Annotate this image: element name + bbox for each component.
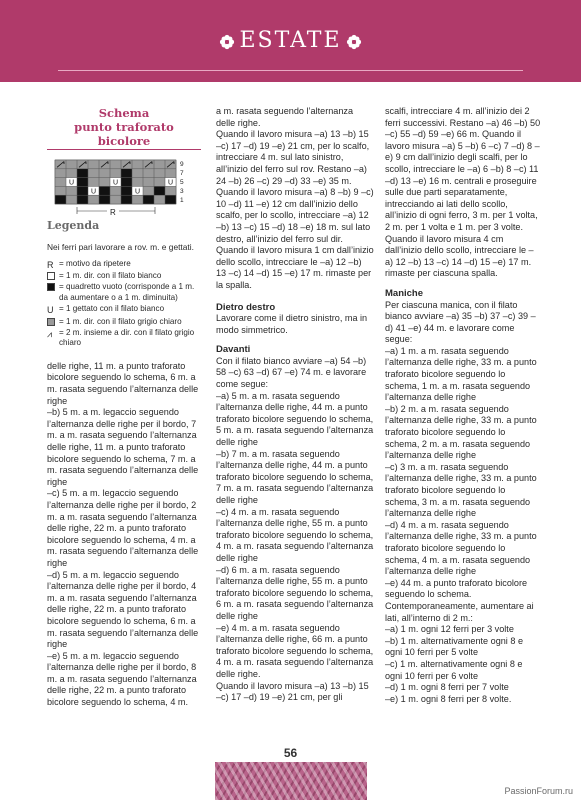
chart-cell: [154, 195, 165, 204]
paragraph: Con il filato bianco avviare –a) 54 –b) 58 –c) 63 –d) 67 –e) 74 m. e lavorare come segue: –a) 5 m. a m. rasata seguendo l’alternanza delle righe, 44 m. a punto traforato bicolore seguendo lo schema, 5 m. a m. rasata seguendo l’alternanza delle righe –b) 7 m. a m. rasata seguendo l’alternanza delle righe, 44 m. a punto traforato bicolore seguendo lo schema, 7 m. a m. rasata seguendo l’alternanza delle righe –c) 4 m. a m. rasata seguendo l’alternanza delle righe, 55 m. a punto traforato bicolore seguendo lo schema, 4 m. a m. rasata seguendo l’alternanza delle righe –d) 6 m. a m. rasata seguendo l’alternanza delle righe, 55 m. a punto traforato bicolore seguendo lo schema, 6 m. a m. rasata seguendo l’alternanza delle righe –e) 4 m. a m. rasata seguendo l’alternanza delle righe, 66 m. a punto traforato bicolore seguendo lo schema, 4 m. a m. rasata seguendo l’alternanza delle righe. Quando il lavoro misura –a) 13 –b) 15 –c) 17 –d) 19 –e) 21 cm, per gli: [216, 355, 374, 703]
row-number: 1: [180, 197, 184, 204]
k2tog-symbol: ⩘: [47, 329, 53, 340]
legend-text: = 2 m. insieme a dir. con il filato grigio chiaro: [59, 328, 195, 348]
legend-item-repeat: [47, 259, 201, 270]
stitch-chart-grid: [47, 156, 201, 218]
chart-cell: [66, 186, 77, 195]
column-1: [47, 106, 201, 709]
legend-item-k2tog: [47, 328, 201, 349]
chart-cell: [66, 169, 77, 178]
chart-cell: [165, 169, 176, 178]
yarn-over-symbol: U: [47, 305, 54, 316]
chart-cell: [55, 169, 66, 178]
schema-title-line1: Schema: [98, 106, 150, 120]
page-header: [0, 0, 581, 82]
column-2: [216, 106, 374, 704]
row-number: 3: [180, 188, 184, 195]
chart-cell: [121, 169, 132, 178]
chart-cell: [77, 178, 88, 187]
chart-cell: [154, 169, 165, 178]
chart-cell: [132, 195, 143, 204]
chart-cell: [66, 160, 77, 169]
chart-cell: [110, 195, 121, 204]
chart-cell: [132, 160, 143, 169]
legend-item-white-stitch: [47, 271, 201, 281]
schema-title: [47, 106, 201, 150]
row-number: 7: [180, 170, 184, 177]
chart-cell: [88, 160, 99, 169]
header-divider: [58, 70, 523, 71]
chart-cell: [143, 169, 154, 178]
yarn-over-mark: U: [69, 179, 75, 187]
stitch-chart: [47, 156, 201, 218]
legend-text: = 1 m. dir. con il filato bianco: [59, 271, 162, 280]
row-number: 9: [180, 161, 184, 168]
heading-dietro-destro: Dietro destro: [216, 301, 276, 313]
repeat-label: R: [110, 208, 116, 217]
paragraph: delle righe, 11 m. a punto traforato bicolore seguendo lo schema, 6 m. a m. rasata seguendo l’alternanza delle righe –b) 5 m. a m. legaccio seguendo l’alternanza delle righe per il bordo, 7 m. a m. rasata seguendo l’alternanza delle righe, 11 m. a punto traforato bicolore seguendo lo schema, 7 m. a m. rasata seguendo l’alternanza delle righe –c) 5 m. a m. legaccio seguendo l’alternanza delle righe per il bordo, 2 m. a m. rasata seguendo l’alternanza delle righe, 22 m. a punto traforato bicolore seguendo lo schema, 4 m. a m. rasata seguendo l’alternanza delle righe –d) 5 m. a m. legaccio seguendo l’alternanza delle righe per il bordo, 4 m. a m. rasata seguendo l’alternanza delle righe, 22 m. a punto traforato bicolore seguendo lo schema, 6 m. a m. rasata seguendo l’alternanza delle righe –e) 5 m. a m. legaccio seguendo l’alternanza delle righe per il bordo, 8 m. a m. rasata seguendo l’alternanza delle righe, 22 m. a punto traforato bicolore seguendo lo schema, 4 m.: [47, 360, 199, 708]
repeat-symbol: R: [47, 259, 54, 270]
yarn-over-mark: U: [168, 179, 174, 187]
legend-item-yarn-over: [47, 304, 201, 315]
chart-cell: [121, 186, 132, 195]
chart-cell: [121, 195, 132, 204]
chart-cell: [143, 178, 154, 187]
grey-square-icon: [47, 318, 55, 326]
chart-cell: [77, 186, 88, 195]
column-1-text: [47, 361, 201, 709]
chart-cell: [77, 195, 88, 204]
legend-text: = 1 m. dir. con il filato grigio chiaro: [59, 316, 182, 326]
chart-cell: [99, 195, 110, 204]
legend-item-empty-square: [47, 282, 201, 303]
chart-cell: [154, 160, 165, 169]
section-title: ESTATE: [239, 28, 342, 53]
legend-intro: Nei ferri pari lavorare a rov. m. e gettati.: [47, 241, 194, 252]
chart-cell: [77, 169, 88, 178]
paragraph: scalfi, intrecciare 4 m. all’inizio dei 2 ferri successivi. Restano –a) 46 –b) 50 –c) 55 –d) 59 –e) 66 m. Quando il lavoro misura –a) 5 –b) 6 –c) 7 –d) 8 –e) 9 cm dall’inizio degli scalfi, per lo scollo, intrecciare le –a) 6 –b) 8 –c) 11 –d) 13 –e) 16 m. centrali e proseguire sulle due parti separatamente, intrecciando ai lati dello scollo, all’inizio di ogni ferro, 3 m. per 1 volta, 2 m. per 1 volta e 1 m. per 3 volte. Quando il lavoro misura 4 cm dall’inizio dello scollo, intrecciare le –a) 12 –b) 13 –c) 14 –d) 15 –e) 17 m. rimaste per ciascuna spalla.: [385, 106, 541, 279]
heading-davanti: Davanti: [216, 344, 251, 356]
chart-cell: [88, 169, 99, 178]
yarn-over-mark: U: [135, 188, 141, 196]
chart-cell: [165, 195, 176, 204]
chart-cell: [55, 178, 66, 187]
chart-cell: [88, 195, 99, 204]
chart-cell: [99, 178, 110, 187]
chart-cell: [88, 178, 99, 187]
row-number: 5: [180, 179, 184, 186]
legend-title: Legenda: [47, 219, 100, 232]
chart-cell: [143, 186, 154, 195]
chart-cell: [132, 169, 143, 178]
chart-cell: [55, 195, 66, 204]
chart-cell: [110, 160, 121, 169]
legend-text: = quadretto vuoto (corrisponde a 1 m. da aumentare o a 1 m. diminuita): [59, 282, 195, 302]
legend-item-grey-stitch: [47, 317, 201, 327]
page-number: 56: [283, 746, 298, 760]
chart-cell: [165, 186, 176, 195]
white-square-icon: [47, 272, 55, 280]
chart-cell: [66, 195, 77, 204]
chart-cell: [55, 186, 66, 195]
chart-cell: [154, 178, 165, 187]
paragraph: Lavorare come il dietro sinistro, ma in modo simmetrico.: [216, 313, 368, 335]
chart-cell: [110, 186, 121, 195]
paragraph: Per ciascuna manica, con il filato bianco avviare –a) 35 –b) 37 –c) 39 –d) 41 –e) 44 m. e lavorare come segue: –a) 1 m. a m. rasata seguendo l’alternanza delle righe, 33 m. a punto traforato bicolore seguendo lo schema, 1 m. a m. rasata seguendo l’alternanza delle righe –b) 2 m. a m. rasata seguendo l’alternanza delle righe, 33 m. a punto traforato bicolore seguendo lo schema, 2 m. a m. rasata seguendo l’alternanza delle righe –c) 3 m. a m. rasata seguendo l’alternanza delle righe, 33 m. a punto traforato bicolore seguendo lo schema, 3 m. a m. rasata seguendo l’alternanza delle righe –d) 4 m. a m. rasata seguendo l’alternanza delle righe, 33 m. a punto traforato bicolore seguendo lo schema, 4 m. a m. rasata seguendo l’alternanza delle righe –e) 44 m. a punto traforato bicolore seguendo lo schema. Contemporaneamente, aumentare ai lati, all’interno di 2 m.: –a) 1 m. ogni 12 ferri per 3 volte –b) 1 m. alternativamente ogni 8 e ogni 10 ferri per 5 volte –c) 1 m. alternativamente ogni 8 e ogni 10 ferri per 6 volte –d) 1 m. ogni 8 ferri per 7 volte –e) 1 m. ogni 8 ferri per 8 volte.: [385, 299, 537, 704]
heading-maniche: Maniche: [385, 287, 424, 299]
chart-cell: [154, 186, 165, 195]
chart-cell: [110, 169, 121, 178]
watermark: PassionForum.ru: [504, 786, 573, 796]
column-3: [385, 106, 541, 705]
yarn-over-mark: U: [91, 188, 97, 196]
schema-title-line2: punto traforato bicolore: [47, 120, 201, 150]
paragraph: a m. rasata seguendo l’alternanza delle righe. Quando il lavoro misura –a) 13 –b) 15 –c) 17 –d) 19 –e) 21 cm, per lo scalfo, intrecciare 4 m. sul lato sinistro, all’inizio del ferro sul rov. Restano –a) 24 –b) 26 –c) 29 –d) 33 –e) 35 m. Quando il lavoro misura –a) 8 –b) 9 –c) 10 –d) 11 –e) 12 cm dall’inizio dello scalfo, per lo scollo, intrecciare –a) 12 –b) 13 –c) 15 –d) 18 –e) 18 m. sul lato destro, all’inizio del ferro sul dir. Quando il lavoro misura 1 cm dall’inizio dello scollo, intrecciare le –a) 12 –b) 13 –c) 14 –d) 15 –e) 17 m. rimaste per la spalla.: [216, 106, 374, 290]
chart-cell: [99, 169, 110, 178]
legend-text: = motivo da ripetere: [59, 258, 131, 268]
chart-cell: [132, 178, 143, 187]
black-square-icon: [47, 283, 55, 291]
chart-cell: [121, 178, 132, 187]
footer-pattern: [215, 762, 367, 800]
legend-text: = 1 gettato con il filato bianco: [59, 304, 165, 314]
yarn-over-mark: U: [113, 179, 119, 187]
chart-cell: [143, 195, 154, 204]
chart-cell: [99, 186, 110, 195]
flower-icon: [346, 34, 362, 50]
